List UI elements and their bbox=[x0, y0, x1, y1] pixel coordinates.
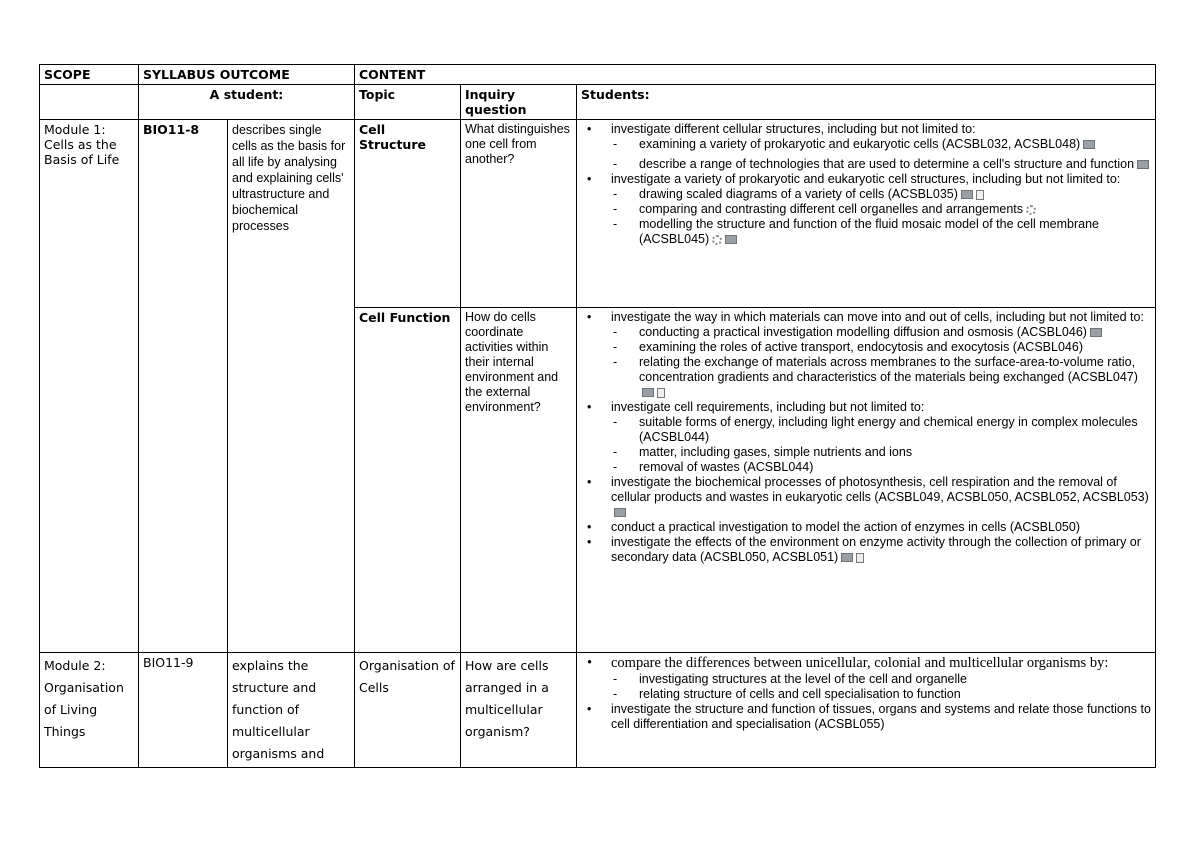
gears-icon bbox=[1026, 205, 1036, 215]
sub-list bbox=[611, 415, 1151, 475]
module1-outcome: describes single cells as the basis for all life by analysing and explaining cells' ultrastructure and biochemical processes bbox=[228, 120, 355, 653]
points-list bbox=[581, 655, 1151, 732]
sub-list bbox=[611, 325, 1151, 400]
points-cell-function bbox=[577, 308, 1156, 653]
topic-organisation: Organisation of Cells bbox=[355, 653, 461, 768]
sub-item: - relating structure of cells and cell specialisation to function bbox=[611, 687, 1151, 702]
list-item bbox=[581, 655, 1151, 702]
worksheet-icon bbox=[657, 388, 665, 398]
sub-item-text: describe a range of technologies that are used to determine a cell's structure and function bbox=[639, 157, 1135, 171]
computer-icon bbox=[841, 553, 853, 562]
sub-item bbox=[611, 325, 1151, 340]
point-text: investigate the effects of the environment on enzyme activity through the collection of primary or secondary data (ACSBL050, ACSBL051) bbox=[611, 535, 1141, 564]
syllabus-table bbox=[39, 64, 1156, 768]
computer-icon bbox=[614, 508, 626, 517]
list-item bbox=[581, 122, 1151, 172]
list-item bbox=[581, 535, 1151, 565]
sub-list bbox=[611, 672, 1151, 702]
computer-icon bbox=[642, 388, 654, 397]
sub-item bbox=[611, 157, 1151, 172]
module1-code: BIO11-8 bbox=[139, 120, 228, 653]
module2-scope: Module 2: Organisation of Living Things bbox=[40, 653, 139, 768]
sub-list bbox=[611, 187, 1151, 247]
module2-code: BIO11-9 bbox=[139, 653, 228, 768]
sub-item bbox=[611, 202, 1151, 217]
gears-icon bbox=[712, 235, 722, 245]
computer-icon bbox=[1083, 140, 1095, 149]
worksheet-icon bbox=[976, 190, 984, 200]
module2-row bbox=[40, 653, 1156, 768]
topic-cell-function: Cell Function bbox=[355, 308, 461, 653]
point-text: investigate the biochemical processes of photosynthesis, cell respiration and the removal of cellular products and wastes in eukaryotic cells (ACSBL049, ACSBL050, ACSBL052, ACSBL053) bbox=[611, 475, 1149, 504]
sub-item-text: modelling the structure and function of the fluid mosaic model of the cell membrane (ACSBL045) bbox=[639, 217, 1099, 246]
list-item: • investigate the structure and function of tissues, organs and systems and relate those functions to cell differentiation and specialisation (ACSBL055) bbox=[581, 702, 1151, 732]
sub-item bbox=[611, 340, 1151, 355]
computer-icon bbox=[725, 235, 737, 244]
computer-icon bbox=[1090, 328, 1102, 337]
sub-item bbox=[611, 460, 1151, 475]
sub-item bbox=[611, 137, 1151, 152]
sub-list bbox=[611, 137, 1151, 172]
syllabus-outcome-header: SYLLABUS OUTCOME bbox=[139, 65, 355, 85]
question-cell-structure: What distinguishes one cell from another? bbox=[461, 120, 577, 308]
worksheet-icon bbox=[856, 553, 864, 563]
list-item bbox=[581, 310, 1151, 400]
sub-item bbox=[611, 355, 1151, 400]
sub-item-text: drawing scaled diagrams of a variety of cells (ACSBL035) bbox=[639, 187, 958, 201]
sub-item bbox=[611, 187, 1151, 202]
topic-header: Topic bbox=[355, 85, 461, 120]
point-text: conduct a practical investigation to model the action of enzymes in cells (ACSBL050) bbox=[611, 520, 1080, 534]
point-text: investigate the way in which materials can move into and out of cells, including but not limited to: bbox=[611, 310, 1144, 324]
sub-item-text: suitable forms of energy, including light energy and chemical energy in complex molecules (ACSBL044) bbox=[639, 415, 1138, 444]
scope-header: SCOPE bbox=[40, 65, 139, 85]
question-organisation: How are cells arranged in a multicellular organism? bbox=[461, 653, 577, 768]
question-cell-function: How do cells coordinate activities within their internal environment and the external environment? bbox=[461, 308, 577, 653]
sub-item bbox=[611, 217, 1151, 247]
a-student-header: A student: bbox=[139, 85, 355, 120]
students-header: Students: bbox=[577, 85, 1156, 120]
content-header: CONTENT bbox=[355, 65, 1156, 85]
sub-item-text: removal of wastes (ACSBL044) bbox=[639, 460, 814, 474]
point-text: investigate different cellular structures, including but not limited to: bbox=[611, 122, 976, 136]
points-list bbox=[581, 122, 1151, 247]
computer-icon bbox=[961, 190, 973, 199]
computer-icon bbox=[1137, 160, 1149, 169]
header-row-1 bbox=[40, 65, 1156, 85]
header-row-2 bbox=[40, 85, 1156, 120]
sub-item-text: examining the roles of active transport, endocytosis and exocytosis (ACSBL046) bbox=[639, 340, 1083, 354]
topic-cell-structure: Cell Structure bbox=[355, 120, 461, 308]
point-text: investigate a variety of prokaryotic and eukaryotic cell structures, including but not limited to: bbox=[611, 172, 1121, 186]
module1-row-structure bbox=[40, 120, 1156, 308]
sub-item: - investigating structures at the level of the cell and organelle bbox=[611, 672, 1151, 687]
sub-item-text: examining a variety of prokaryotic and eukaryotic cells (ACSBL032, ACSBL048) bbox=[639, 137, 1081, 151]
point-text: investigate cell requirements, including but not limited to: bbox=[611, 400, 925, 414]
sub-item-text: conducting a practical investigation modelling diffusion and osmosis (ACSBL046) bbox=[639, 325, 1087, 339]
sub-item-text: relating the exchange of materials across membranes to the surface-area-to-volume ratio, concentration gradients and characteristics of the materials being exchanged (ACSBL047) bbox=[639, 355, 1138, 384]
sub-item-text: matter, including gases, simple nutrients and ions bbox=[639, 445, 913, 459]
point-text: compare the differences between unicellular, colonial and multicellular organisms by: bbox=[611, 655, 1109, 671]
module1-scope: Module 1: Cells as the Basis of Life bbox=[40, 120, 139, 653]
list-item bbox=[581, 400, 1151, 475]
sub-item-text: comparing and contrasting different cell organelles and arrangements bbox=[639, 202, 1024, 216]
module2-outcome: explains the structure and function of multicellular organisms and bbox=[228, 653, 355, 768]
list-item bbox=[581, 172, 1151, 247]
list-item bbox=[581, 520, 1151, 535]
points-list bbox=[581, 310, 1151, 565]
list-item bbox=[581, 475, 1151, 520]
inquiry-question-header: Inquiry question bbox=[461, 85, 577, 120]
sub-item bbox=[611, 445, 1151, 460]
points-organisation bbox=[577, 653, 1156, 768]
sub-item bbox=[611, 415, 1151, 445]
points-cell-structure bbox=[577, 120, 1156, 308]
